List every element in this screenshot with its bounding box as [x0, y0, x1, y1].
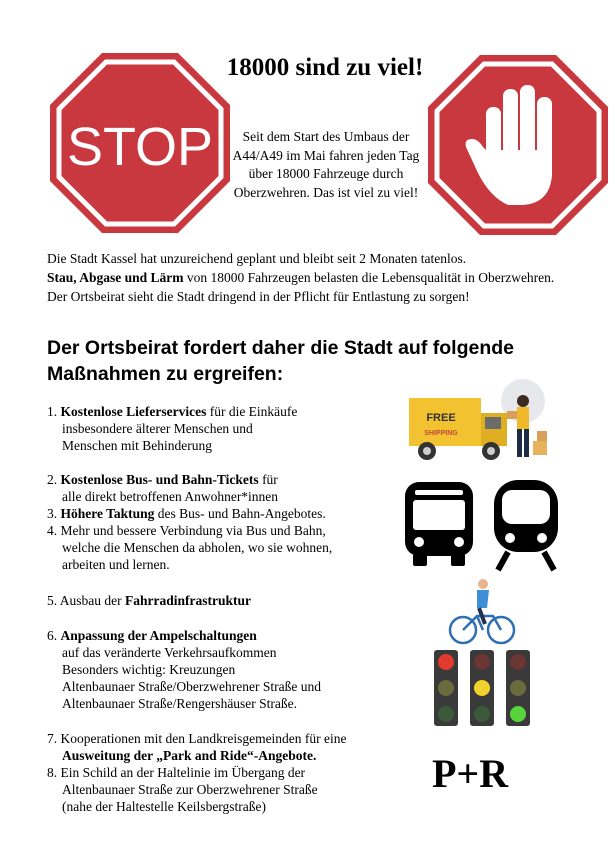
body-text [47, 249, 587, 306]
item-bold: Ausweitung der „Park and Ride“-Angebote. [62, 748, 317, 763]
list-item-7 [47, 730, 387, 764]
item-bold: Kostenlose Bus- und Bahn-Tickets [60, 472, 259, 487]
stop-sign-icon [50, 53, 230, 233]
list-item-8 [47, 764, 387, 815]
stop-sign-text: STOP [66, 117, 214, 177]
page-title: 18000 sind zu viel! [226, 54, 424, 81]
item-line: Altenbaunaer Straße/Oberzwehrener Straße und [62, 679, 322, 694]
item-rest: Ausbau der [59, 593, 125, 608]
bus-icon [403, 478, 475, 568]
item-rest: für die Einkäufe [206, 404, 298, 419]
item-bold: Anpassung der Ampelschaltungen [60, 628, 257, 643]
item-line: welche die Menschen da abholen, wo sie wohnen, [62, 540, 333, 555]
item-number: 7. [47, 731, 61, 746]
item-number: 2. [47, 472, 61, 487]
list-item-1 [47, 403, 387, 454]
intro-text: Seit dem Start des Umbaus der A44/A49 im Mai fahren jeden Tag über 18000 Fahrzeuge durch Oberzwehren. Das ist viel zu viel! [232, 129, 420, 200]
list-item-3 [47, 505, 387, 522]
truck-text-shipping: SHIPPING [424, 430, 458, 437]
item-rest: Kooperationen mit den Landkreisgemeinden für eine [60, 731, 347, 746]
list-item-4 [47, 522, 387, 573]
delivery-truck-icon [405, 373, 555, 468]
item-rest: für [258, 472, 278, 487]
item-line: Altenbaunaer Straße zur Oberzwehrener Straße [62, 782, 318, 797]
list-item-5 [47, 592, 387, 609]
body-line-2-bold: Stau, Abgase und Lärm [47, 270, 184, 285]
body-line-3: Der Ortsbeirat sieht die Stadt dringend in der Pflicht für Entlastung zu sorgen! [47, 289, 470, 304]
section-heading-line-2: Maßnahmen zu ergreifen: [47, 363, 284, 385]
hand-stop-sign-icon [428, 55, 608, 235]
item-line: auf das veränderte Verkehrsaufkommen [62, 645, 277, 660]
item-number: 6. [47, 628, 61, 643]
item-number: 4. [47, 523, 61, 538]
body-line-2-rest: von 18000 Fahrzeugen belasten die Lebensqualität in Oberzwehren. [183, 270, 555, 285]
list-item-2 [47, 471, 387, 505]
item-line: insbesondere älterer Menschen und [62, 421, 253, 436]
list-item-6 [47, 627, 387, 712]
item-line: arbeiten und lernen. [62, 557, 170, 572]
item-rest: des Bus- und Bahn-Angebotes. [154, 506, 326, 521]
truck-text-free: FREE [426, 412, 456, 424]
section-heading-line-1: Der Ortsbeirat fordert daher die Stadt auf folgende [47, 337, 514, 359]
item-number: 3. [47, 506, 61, 521]
body-line-2 [47, 268, 587, 287]
item-line: Besonders wichtig: Kreuzungen [62, 662, 236, 677]
park-ride-label: P+R [432, 751, 509, 796]
item-line: Menschen mit Behinderung [62, 438, 212, 453]
item-line: alle direkt betroffenen Anwohner*innen [62, 489, 279, 504]
item-rest: Mehr und bessere Verbindung via Bus und Bahn, [60, 523, 326, 538]
item-number: 5. [47, 593, 60, 608]
item-line: (nahe der Haltestelle Keilsbergstraße) [62, 799, 267, 814]
item-bold: Fahrradinfrastruktur [125, 593, 251, 608]
item-bold: Kostenlose Lieferservices [60, 404, 207, 419]
item-bold: Höhere Taktung [60, 506, 155, 521]
train-icon [490, 476, 562, 572]
item-number: 8. [47, 765, 61, 780]
item-line: Altenbaunaer Straße/Rengershäuser Straße. [62, 696, 298, 711]
traffic-lights-icon [433, 648, 533, 728]
body-line-1: Die Stadt Kassel hat unzureichend geplant und bleibt seit 2 Monaten tatenlos. [47, 251, 467, 266]
item-number: 1. [47, 404, 61, 419]
item-rest: Ein Schild an der Haltelinie im Übergang der [60, 765, 306, 780]
cyclist-icon [447, 578, 517, 646]
